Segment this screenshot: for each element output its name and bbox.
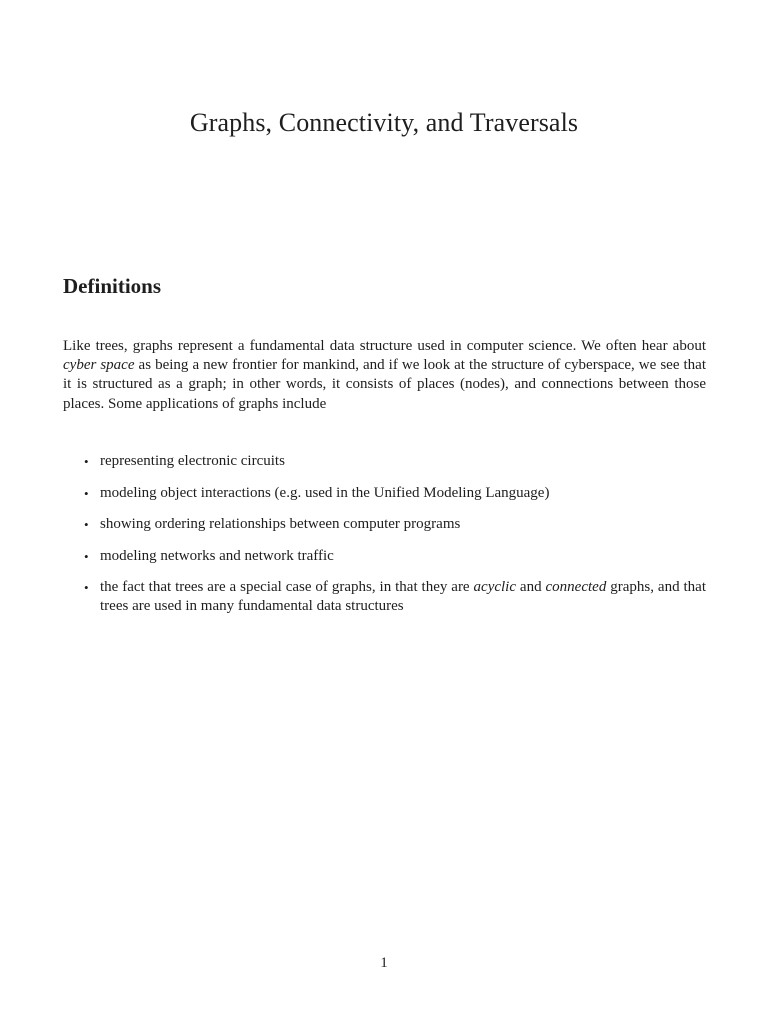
list-item [84, 452, 706, 471]
applications-list [84, 452, 706, 629]
list-item-text: showing ordering relationships between computer programs [100, 516, 461, 532]
list-item [84, 484, 706, 503]
intro-text-part1: Like trees, graphs represent a fundamental data structure used in computer science. We often hear about [63, 338, 706, 354]
last-bullet-part2: and [516, 579, 546, 595]
intro-text-part2: as being a new frontier for mankind, and if we look at the structure of cyberspace, we see that it is structured as a graph; in other words, it consists of places (nodes), and connections between those places. Some applications of graphs include [63, 357, 707, 412]
bullet-icon: • [84, 548, 89, 564]
bullet-icon: • [84, 580, 89, 595]
bullet-icon: • [84, 485, 89, 501]
page-title: Graphs, Connectivity, and Traversals [189, 108, 579, 137]
list-item-text [100, 578, 706, 616]
last-bullet-emphasis-connected: connected [545, 579, 607, 595]
intro-paragraph [63, 337, 706, 414]
intro-emphasis-cyber-space: cyber space [63, 357, 135, 374]
last-bullet-emphasis-acyclic: acyclic [473, 579, 516, 595]
list-item [84, 547, 706, 566]
list-item [84, 578, 706, 616]
bullet-icon: • [84, 454, 89, 469]
list-item-text: modeling networks and network traffic [100, 547, 334, 564]
page-number: 1 [380, 955, 388, 971]
list-item [84, 515, 706, 534]
last-bullet-part3: graphs, and that trees are used in many fundamental data structures [100, 579, 706, 614]
bullet-icon: • [84, 517, 89, 532]
list-item-text: modeling object interactions (e.g. used in the Unified Modeling Language) [100, 484, 550, 501]
section-heading-definitions: Definitions [63, 274, 162, 298]
last-bullet-part1: the fact that trees are a special case of graphs, in that they are [100, 579, 474, 595]
list-item-text: representing electronic circuits [100, 453, 285, 469]
